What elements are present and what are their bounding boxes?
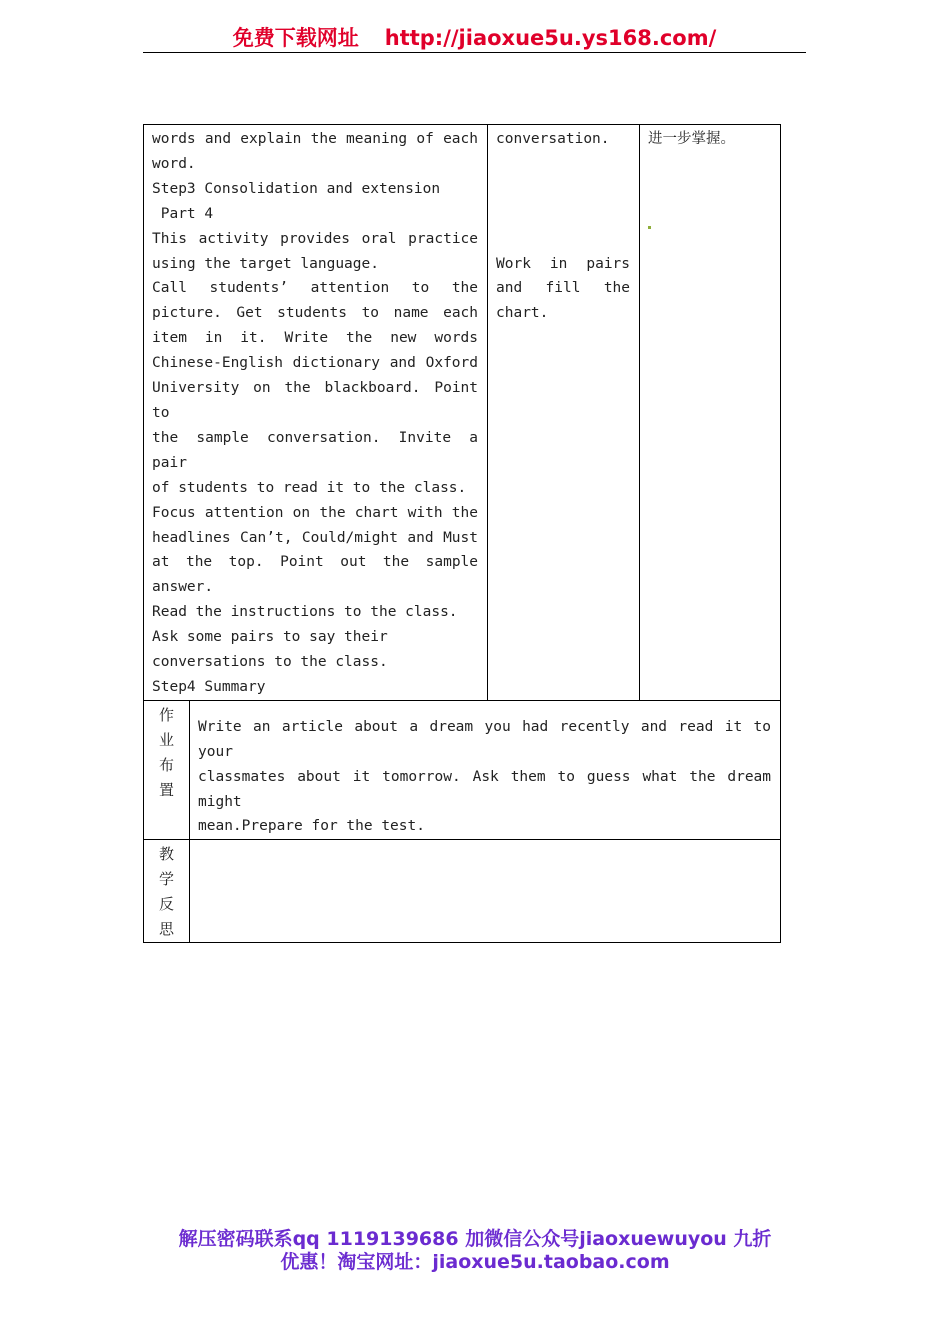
purpose-cell bbox=[640, 125, 781, 701]
text-line: Work in pairs bbox=[496, 255, 631, 272]
text-line: answer. bbox=[152, 579, 214, 596]
text-line: words and explain the meaning of each bbox=[152, 131, 479, 147]
text-line: Step4 Summary bbox=[152, 678, 266, 695]
homework-text bbox=[190, 701, 780, 840]
text-line: Ask some pairs to say their bbox=[152, 629, 388, 646]
text-line: word. bbox=[152, 155, 196, 172]
text-line: Write an article about a dream you had recently and read it to your bbox=[198, 718, 780, 760]
text-line: Read the instructions to the class. bbox=[152, 604, 458, 621]
homework-label-char: 作 bbox=[158, 705, 174, 724]
text-line: classmates about it tomorrow. Ask them to guess what the dream might bbox=[198, 768, 780, 810]
reflection-label-char: 思 bbox=[158, 920, 174, 939]
reflection-label-char: 学 bbox=[158, 870, 174, 889]
reflection-content-cell bbox=[190, 840, 781, 943]
page-footer bbox=[140, 1228, 810, 1274]
footer-line-2: 优惠！淘宝网址：jiaoxue5u.taobao.com bbox=[280, 1251, 670, 1273]
page-header bbox=[143, 22, 806, 53]
student-activity-cell bbox=[488, 125, 640, 701]
procedure-row bbox=[144, 125, 781, 701]
student-activity-text bbox=[496, 252, 630, 327]
text-line: using the target language. bbox=[152, 255, 379, 272]
homework-label bbox=[144, 700, 190, 840]
reflection-row bbox=[144, 840, 781, 943]
reflection-label-char: 教 bbox=[158, 845, 174, 864]
text-line: mean.Prepare for the test. bbox=[198, 818, 425, 835]
reflection-label-char: 反 bbox=[158, 895, 174, 914]
mark-dot bbox=[648, 226, 651, 229]
homework-label-char: 布 bbox=[158, 755, 174, 774]
header-title: 免费下载网址 bbox=[232, 26, 359, 50]
text-line: picture. Get students to name each bbox=[152, 305, 479, 322]
homework-row bbox=[144, 700, 781, 840]
lesson-plan-table bbox=[143, 124, 781, 943]
text-line: and fill the bbox=[496, 280, 631, 297]
text-line: Step3 Consolidation and extension bbox=[152, 180, 441, 197]
text-line: conversations to the class. bbox=[152, 654, 388, 671]
text-line: Focus attention on the chart with the bbox=[152, 504, 479, 521]
text-line: chart. bbox=[496, 305, 549, 322]
text-line: item in it. Write the new words bbox=[152, 330, 479, 347]
text-line: This activity provides oral practice bbox=[152, 230, 479, 247]
text-line: Call students’ attention to the bbox=[152, 280, 479, 297]
text-line: at the top. Point out the sample bbox=[152, 554, 479, 571]
text-line: Part 4 bbox=[152, 205, 214, 222]
text-line: Chinese-English dictionary and Oxford bbox=[152, 355, 479, 372]
student-activity-top: conversation. bbox=[496, 131, 610, 147]
footer-line-1: 解压密码联系qq 1119139686 加微信公众号jiaoxuewuyou 九折 bbox=[178, 1228, 772, 1250]
text-line: of students to read it to the class. bbox=[152, 479, 467, 496]
homework-label-char: 业 bbox=[158, 730, 174, 749]
text-line: the sample conversation. Invite a pair bbox=[152, 429, 487, 471]
header-url[interactable]: http://jiaoxue5u.ys168.com/ bbox=[384, 26, 717, 50]
homework-content-cell bbox=[190, 700, 781, 840]
homework-label-char: 置 bbox=[158, 780, 174, 799]
reflection-label bbox=[144, 840, 190, 943]
text-line: headlines Can’t, Could/might and Must bbox=[152, 529, 479, 546]
teacher-activity-text bbox=[144, 125, 487, 700]
text-line: University on the blackboard. Point to bbox=[152, 380, 487, 421]
teacher-activity-cell bbox=[144, 125, 488, 701]
purpose-text: 进一步掌握。 bbox=[648, 131, 736, 147]
